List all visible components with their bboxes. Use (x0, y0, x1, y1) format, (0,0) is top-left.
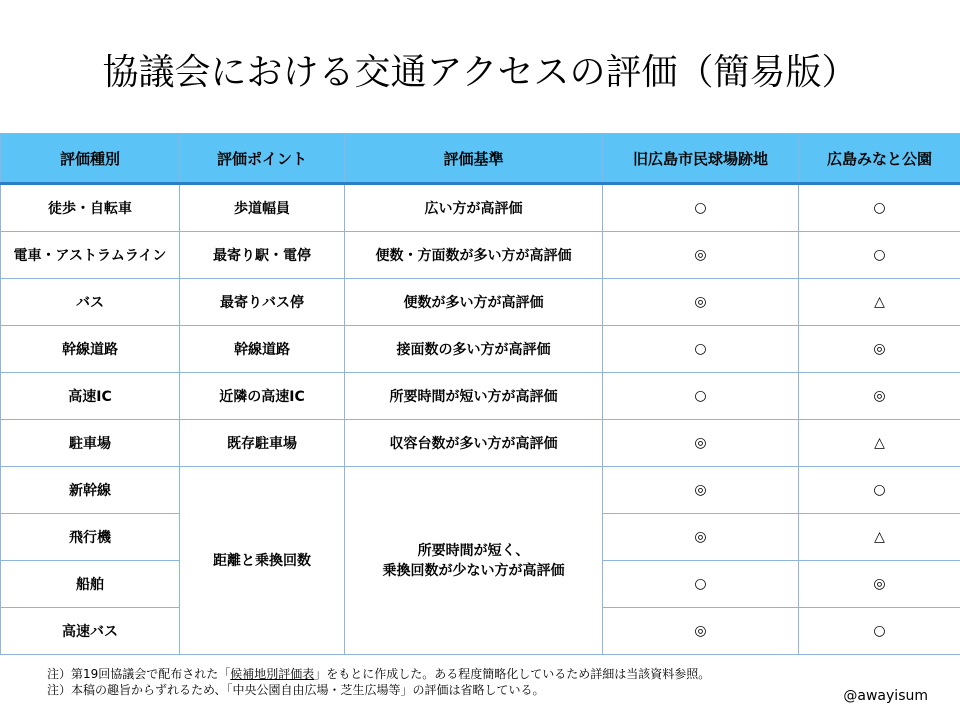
site-b-rating: △ (799, 279, 960, 326)
category-cell: 船舶 (1, 561, 180, 608)
site-b-rating: ◎ (799, 373, 960, 420)
site-a-rating: ○ (603, 373, 799, 420)
criterion-line-2: 乗換回数が少ない方が高評価 (382, 562, 565, 579)
site-b-rating: △ (799, 514, 960, 561)
table-row (1, 373, 960, 420)
criterion-cell: 所要時間が短い方が高評価 (345, 373, 603, 420)
table-row (1, 326, 960, 373)
table-row (1, 467, 960, 514)
access-evaluation-table (0, 133, 960, 655)
site-b-rating: △ (799, 420, 960, 467)
point-cell: 近隣の高速IC (180, 373, 345, 420)
category-cell: バス (1, 279, 180, 326)
site-b-rating: ◎ (799, 561, 960, 608)
header-point: 評価ポイント (180, 134, 345, 184)
table-row (1, 420, 960, 467)
category-cell: 駐車場 (1, 420, 180, 467)
site-a-rating: ◎ (603, 420, 799, 467)
category-cell: 高速IC (1, 373, 180, 420)
merged-point-cell: 距離と乗換回数 (180, 467, 345, 655)
site-a-rating: ◎ (603, 514, 799, 561)
header-site-b: 広島みなと公園 (799, 134, 960, 184)
point-cell: 最寄りバス停 (180, 279, 345, 326)
criterion-cell: 便数が多い方が高評価 (345, 279, 603, 326)
site-a-rating: ◎ (603, 467, 799, 514)
footnotes (47, 666, 710, 698)
site-b-rating: ○ (799, 467, 960, 514)
table-row (1, 279, 960, 326)
category-cell: 飛行機 (1, 514, 180, 561)
merged-criterion-cell (345, 467, 603, 655)
footnote-1-suffix: 」をもとに作成した。ある程度簡略化しているため詳細は当該資料参照。 (314, 667, 711, 681)
point-cell: 既存駐車場 (180, 420, 345, 467)
site-a-rating: ○ (603, 561, 799, 608)
category-cell: 徒歩・自転車 (1, 184, 180, 232)
site-a-rating: ◎ (603, 279, 799, 326)
header-site-a: 旧広島市民球場跡地 (603, 134, 799, 184)
criterion-cell: 便数・方面数が多い方が高評価 (345, 232, 603, 279)
author-handle: @awayisum (843, 688, 928, 704)
site-a-rating: ◎ (603, 608, 799, 655)
table-header-row (1, 134, 960, 184)
category-cell: 電車・アストラムライン (1, 232, 180, 279)
source-document-name: 候補地別評価表 (230, 667, 315, 681)
criterion-cell: 収容台数が多い方が高評価 (345, 420, 603, 467)
criterion-cell: 広い方が高評価 (345, 184, 603, 232)
point-cell: 歩道幅員 (180, 184, 345, 232)
category-cell: 高速バス (1, 608, 180, 655)
header-category: 評価種別 (1, 134, 180, 184)
criterion-line-1: 所要時間が短く、 (417, 542, 530, 559)
category-cell: 新幹線 (1, 467, 180, 514)
site-a-rating: ○ (603, 326, 799, 373)
point-cell: 最寄り駅・電停 (180, 232, 345, 279)
site-b-rating: ○ (799, 232, 960, 279)
table-row (1, 232, 960, 279)
page-title: 協議会における交通アクセスの評価（簡易版） (102, 52, 858, 93)
site-b-rating: ◎ (799, 326, 960, 373)
site-a-rating: ◎ (603, 232, 799, 279)
footnote-1 (47, 666, 710, 682)
criterion-cell: 接面数の多い方が高評価 (345, 326, 603, 373)
site-b-rating: ○ (799, 184, 960, 232)
footnote-2: 注）本稿の趣旨からずれるため、「中央公園自由広場・芝生広場等」の評価は省略している。 (47, 683, 545, 697)
site-b-rating: ○ (799, 608, 960, 655)
point-cell: 幹線道路 (180, 326, 345, 373)
table-row (1, 184, 960, 232)
site-a-rating: ○ (603, 184, 799, 232)
header-criterion: 評価基準 (345, 134, 603, 184)
footnote-1-prefix: 注）第19回協議会で配布された「 (47, 667, 231, 681)
category-cell: 幹線道路 (1, 326, 180, 373)
